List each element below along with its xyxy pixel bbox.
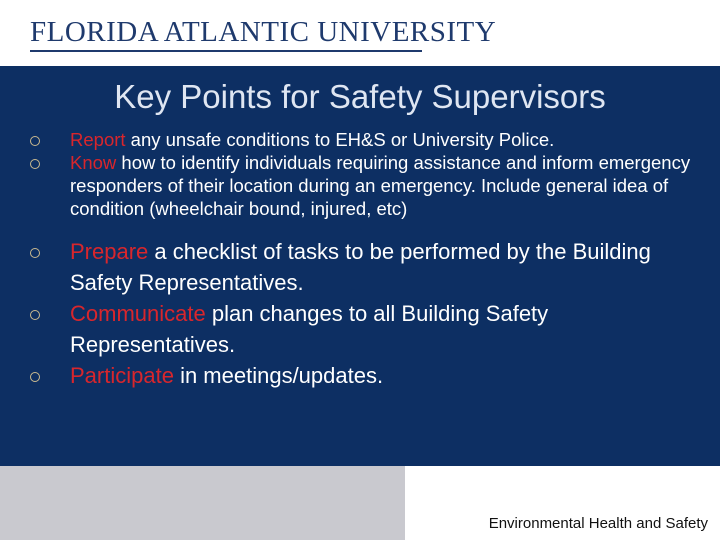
bullet-item bbox=[0, 128, 720, 151]
bullet-item bbox=[0, 298, 720, 360]
bullet-keyword: Know bbox=[70, 152, 117, 173]
bullet-keyword: Report bbox=[70, 129, 126, 150]
bullet-text: plan changes to all Building Safety Representatives. bbox=[70, 301, 549, 357]
bullet-circle-icon bbox=[30, 372, 40, 382]
bullet-keyword: Communicate bbox=[70, 301, 206, 326]
bullet-circle-icon bbox=[30, 310, 40, 320]
bullet-item bbox=[0, 360, 720, 391]
bullet-circle-icon bbox=[30, 248, 40, 258]
header bbox=[0, 0, 720, 66]
bullet-text: how to identify individuals requiring assistance and inform emergency responders of their location during an emergency. Include general idea of condition (wheelchair bound, injured, etc) bbox=[70, 152, 691, 219]
footer-box bbox=[405, 466, 720, 540]
bullet-keyword: Participate bbox=[70, 363, 174, 388]
bullet-item bbox=[0, 236, 720, 298]
bullet-circle-icon bbox=[30, 136, 40, 146]
logo-underline bbox=[30, 50, 422, 52]
slide-title: Key Points for Safety Supervisors bbox=[114, 78, 606, 115]
bullet-list bbox=[0, 128, 720, 391]
footer-text: Environmental Health and Safety bbox=[488, 515, 708, 532]
bullet-circle-icon bbox=[30, 159, 40, 169]
university-logo: FLORIDA ATLANTIC UNIVERSITY bbox=[30, 16, 497, 48]
bullet-text: a checklist of tasks to be performed by the Building Safety Representatives. bbox=[70, 239, 651, 295]
bullet-keyword: Prepare bbox=[70, 239, 149, 264]
bullet-text: any unsafe conditions to EH&S or University Police. bbox=[125, 129, 555, 150]
bullet-item bbox=[0, 151, 720, 220]
bullet-spacer bbox=[0, 220, 720, 236]
bullet-text: in meetings/updates. bbox=[173, 363, 384, 388]
